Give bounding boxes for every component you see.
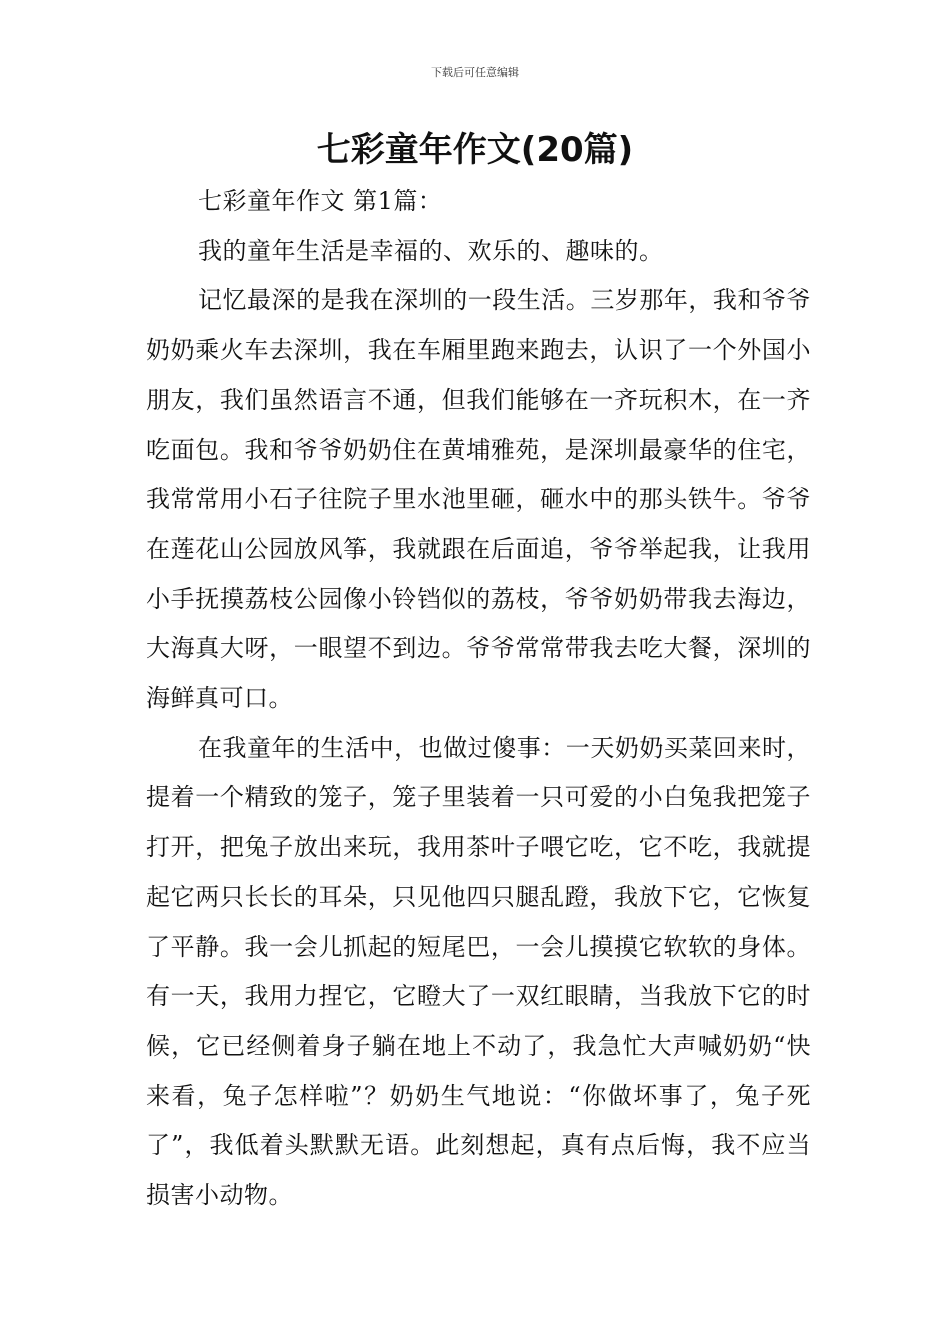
document-body	[146, 177, 811, 1221]
header-note: 下载后可任意编辑	[431, 66, 519, 79]
paragraph-intro: 我的童年生活是幸福的、欢乐的、趣味的。	[198, 236, 664, 265]
document-title: 七彩童年作文(20篇)	[316, 130, 634, 170]
section-heading: 七彩童年作文 第1篇：	[198, 187, 443, 215]
paragraph-rabbit-story: 在我童年的生活中，也做过傻事：一天奶奶买菜回来时，提着一个精致的笼子，笼子里装着一只可爱的小白兔我把笼子打开，把兔子放出来玩，我用茶叶子喂它吃，它不吃，我就提起它两只长长的耳朵，只见他四只腿乱蹬，我放下它，它恢复了平静。我一会儿抓起的短尾巴，一会儿摸摸它软软的身体。有一天，我用力捏它，它瞪大了一双红眼睛，当我放下它的时候，它已经侧着身子躺在地上不动了，我急忙大声喊奶奶“快来看，兔子怎样啦”？奶奶生气地说：“你做坏事了，兔子死了”，我低着头默默无语。此刻想起，真有点后悔，我不应当损害小动物。	[146, 733, 811, 1210]
paragraph-shenzhen-memory: 记忆最深的是我在深圳的一段生活。三岁那年，我和爷爷奶奶乘火车去深圳，我在车厢里跑来跑去，认识了一个外国小朋友，我们虽然语言不通，但我们能够在一齐玩积木，在一齐吃面包。我和爷爷奶奶住在黄埔雅苑，是深圳最豪华的住宅，我常常用小石子往院子里水池里砸，砸水中的那头铁牛。爷爷在莲花山公园放风筝，我就跟在后面追，爷爷举起我，让我用小手抚摸荔枝公园像小铃铛似的荔枝，爷爷奶奶带我去海边，大海真大呀，一眼望不到边。爷爷常常带我去吃大餐，深圳的海鲜真可口。	[146, 286, 811, 713]
